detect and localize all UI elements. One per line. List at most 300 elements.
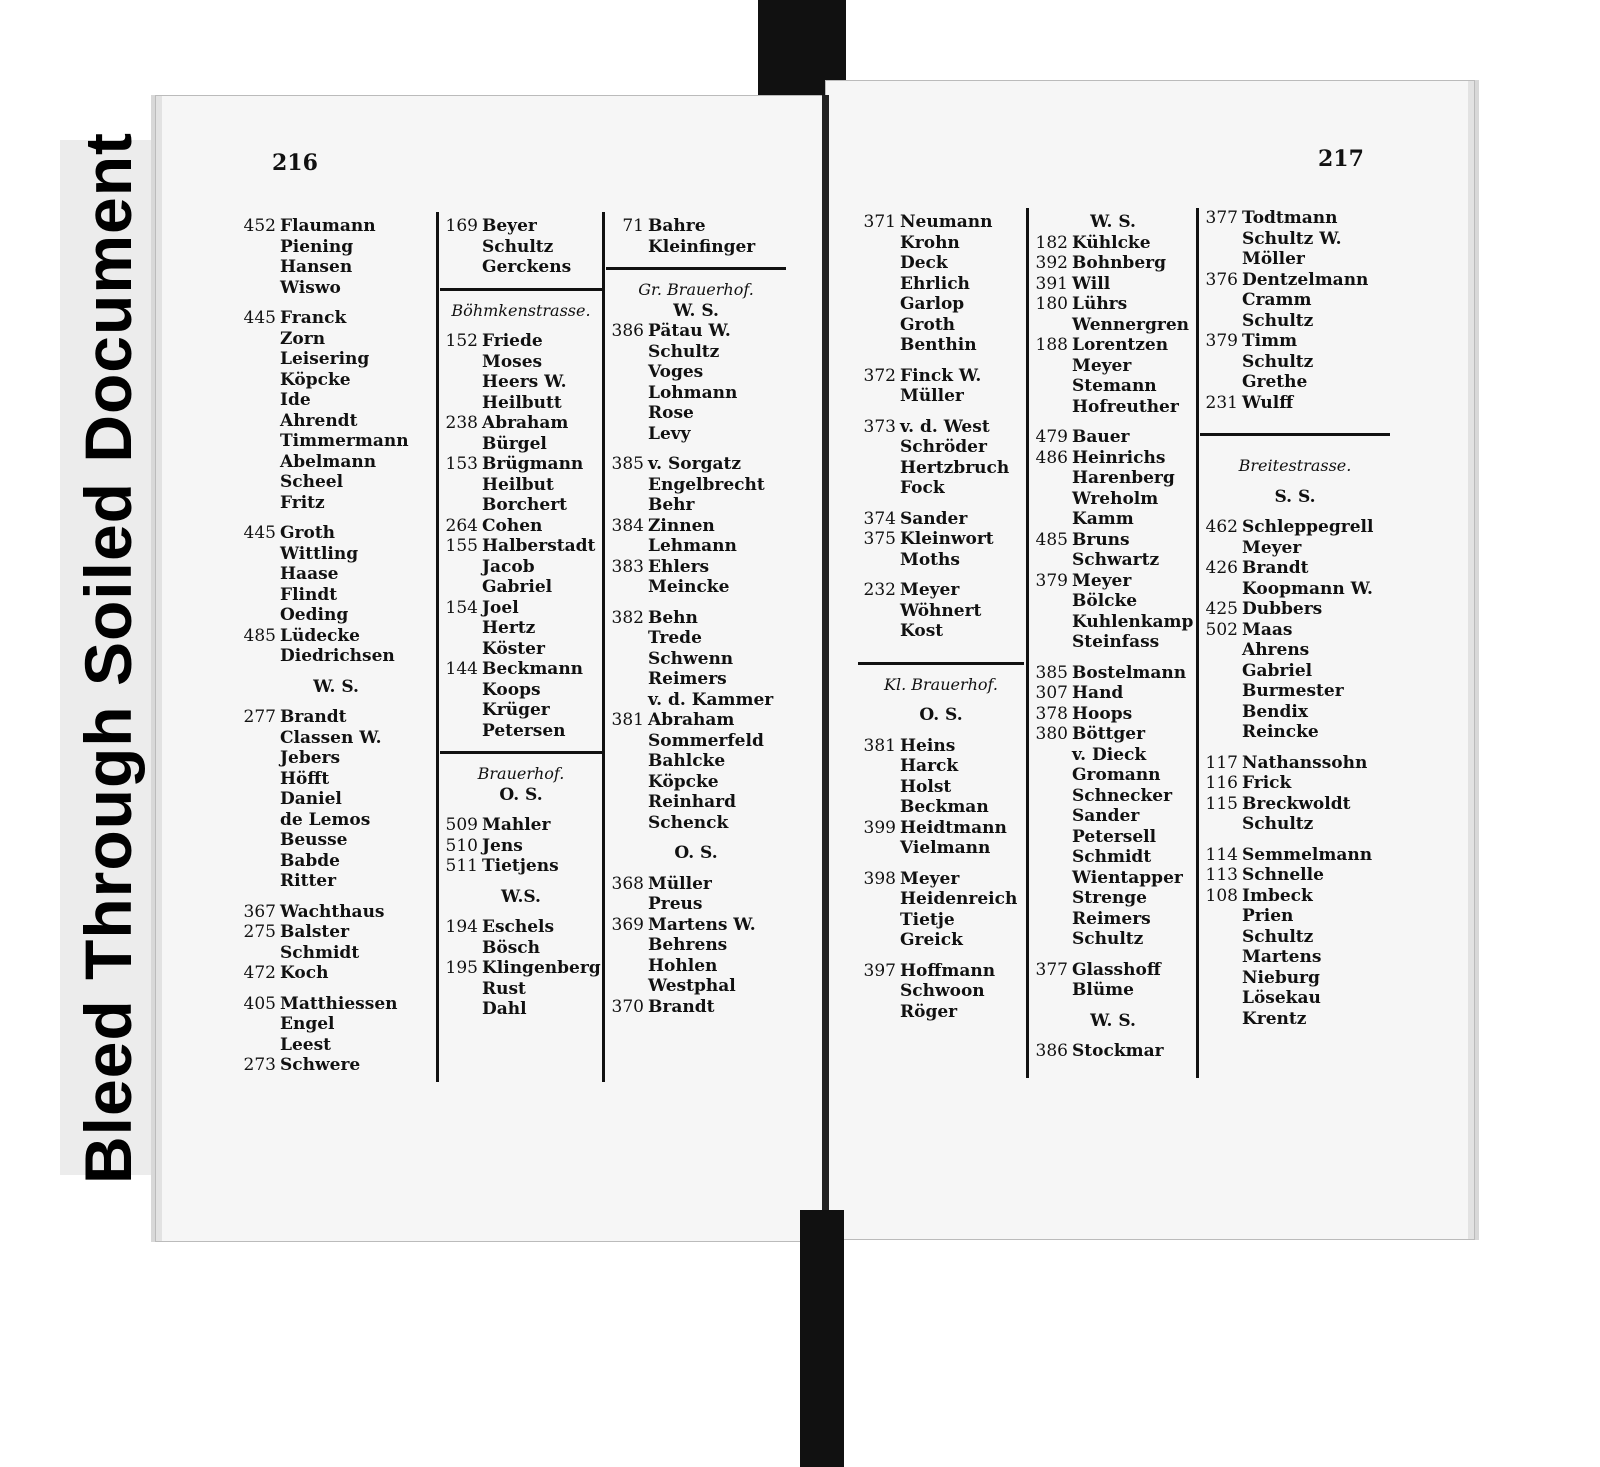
- resident-name: Wiswo: [280, 277, 341, 298]
- resident-name: Breckwoldt: [1242, 793, 1351, 814]
- spacer: [440, 291, 602, 301]
- resident-name: Babde: [280, 850, 340, 871]
- resident-name: Classen W.: [280, 727, 382, 748]
- resident-name: Brügmann: [482, 454, 584, 474]
- resident-list: [648, 216, 786, 257]
- resident-list: [280, 216, 434, 298]
- resident-name: Bösch: [482, 937, 540, 958]
- resident-name: Flaumann: [280, 216, 376, 236]
- resident-name: Schultz: [1242, 926, 1314, 947]
- resident-name: Greick: [900, 930, 963, 950]
- resident-name: Schmidt: [1072, 847, 1152, 867]
- resident-list: [900, 818, 1024, 859]
- resident-name: Westphal: [648, 976, 736, 996]
- resident-list: [1072, 704, 1196, 725]
- resident-name: Moths: [900, 549, 960, 570]
- resident-name: Diedrichsen: [280, 646, 395, 666]
- spacer: [1200, 835, 1390, 845]
- resident-name: Schwoon: [900, 981, 985, 1001]
- resident-name: Schultz: [1242, 814, 1314, 834]
- house-entry: [440, 598, 602, 660]
- resident-name: Beckman: [900, 797, 989, 817]
- resident-list: [482, 516, 602, 537]
- resident-name: Lehmann: [648, 536, 737, 556]
- resident-list: [648, 454, 786, 516]
- house-number: 379: [1205, 331, 1238, 351]
- resident-name: Bahre: [648, 216, 706, 236]
- resident-name: Meyer: [900, 580, 960, 600]
- resident-list: [280, 922, 434, 963]
- left-column-3: [606, 216, 786, 1017]
- resident-name: Hoffmann: [900, 960, 996, 981]
- resident-list: [648, 557, 786, 598]
- spacer: [440, 754, 602, 764]
- spacer: [238, 984, 434, 994]
- resident-list: [648, 915, 786, 997]
- resident-name: Holst: [900, 776, 952, 797]
- resident-name: Wittling: [280, 543, 359, 564]
- resident-name: Engelbrecht: [648, 474, 765, 495]
- resident-name: Krentz: [1242, 1008, 1307, 1029]
- house-entry: [1030, 724, 1196, 950]
- house-number: 374: [863, 508, 896, 529]
- house-number: 391: [1035, 273, 1068, 294]
- house-entry: [1030, 704, 1196, 725]
- resident-list: [482, 958, 602, 1020]
- resident-name: Klingenberg: [482, 958, 601, 978]
- resident-list: [280, 963, 434, 984]
- house-number: 386: [611, 321, 644, 341]
- spacer: [606, 444, 786, 454]
- resident-name: Wreholm: [1072, 488, 1159, 509]
- resident-list: [1242, 599, 1390, 620]
- resident-name: Kuhlenkamp: [1072, 611, 1194, 632]
- resident-name: Scheel: [280, 472, 344, 492]
- house-number: 369: [611, 914, 644, 935]
- resident-name: Lührs: [1072, 294, 1128, 314]
- resident-list: [1072, 530, 1196, 571]
- street-side-label: W. S.: [1090, 1010, 1136, 1031]
- resident-list: [1242, 331, 1390, 393]
- resident-name: Groth: [900, 314, 956, 335]
- house-number: 113: [1205, 865, 1238, 885]
- house-number: 264: [445, 515, 478, 536]
- spacer: [238, 298, 434, 308]
- resident-list: [1242, 886, 1390, 1030]
- column-divider: [436, 212, 439, 1082]
- resident-name: Schröder: [900, 437, 987, 457]
- spacer: [440, 805, 602, 815]
- resident-name: Beyer: [482, 216, 537, 236]
- spacer: [1030, 1031, 1196, 1041]
- resident-name: Matthiessen: [280, 993, 398, 1014]
- house-entry: [606, 557, 786, 598]
- house-entry: [606, 516, 786, 557]
- house-entry: [440, 836, 602, 857]
- house-number: 386: [1035, 1041, 1068, 1061]
- resident-list: [280, 626, 434, 667]
- house-number: 376: [1205, 269, 1238, 290]
- street-side-label: S. S.: [1274, 486, 1316, 507]
- house-number: 511: [445, 856, 478, 876]
- spacer: [606, 864, 786, 874]
- resident-name: Bendix: [1242, 701, 1309, 722]
- house-entry: [1030, 274, 1196, 295]
- resident-name: Glasshoff: [1072, 959, 1161, 980]
- resident-name: Gabriel: [482, 577, 553, 597]
- resident-name: Vielmann: [900, 838, 991, 858]
- spacer: [606, 257, 786, 267]
- resident-name: Jacob: [482, 556, 535, 577]
- resident-list: [1072, 683, 1196, 704]
- resident-name: Möller: [1242, 249, 1305, 269]
- resident-name: Heinrichs: [1072, 447, 1166, 468]
- resident-name: Petersell: [1072, 826, 1157, 847]
- street-side-label: O. S.: [674, 843, 718, 863]
- spacer: [1200, 413, 1390, 423]
- resident-list: [280, 523, 434, 626]
- house-entry: [440, 856, 602, 877]
- resident-name: Semmelmann: [1242, 844, 1373, 865]
- resident-name: Schultz: [482, 236, 554, 257]
- resident-name: Wachthaus: [280, 901, 385, 922]
- house-number: 385: [1035, 662, 1068, 683]
- resident-name: Neumann: [900, 212, 993, 232]
- resident-name: Engel: [280, 1014, 335, 1034]
- house-number: 426: [1205, 558, 1238, 578]
- resident-list: [1072, 335, 1196, 417]
- resident-list: [1242, 753, 1390, 774]
- house-entry: [858, 736, 1024, 818]
- house-entry: [440, 516, 602, 537]
- house-entry: [238, 216, 434, 298]
- house-entry: [1200, 270, 1390, 332]
- street-heading: Böhmkenstrasse.: [451, 300, 591, 320]
- resident-list: [648, 710, 786, 833]
- resident-name: Hertzbruch: [900, 457, 1010, 478]
- resident-list: [1072, 294, 1196, 335]
- resident-name: Rust: [482, 978, 526, 999]
- resident-list: [900, 509, 1024, 530]
- house-entry: [1030, 448, 1196, 530]
- spacer: [858, 652, 1024, 662]
- house-number: 382: [611, 607, 644, 628]
- resident-name: Pätau W.: [648, 321, 731, 341]
- resident-name: Ritter: [280, 871, 337, 891]
- spacer: [858, 695, 1024, 705]
- resident-name: Maas: [1242, 619, 1293, 640]
- resident-name: Röger: [900, 1001, 958, 1022]
- resident-name: Hertz: [482, 618, 536, 638]
- resident-list: [900, 417, 1024, 499]
- resident-name: Daniel: [280, 789, 342, 809]
- spacer: [1200, 423, 1390, 433]
- house-number: 152: [445, 331, 478, 351]
- house-entry: [238, 626, 434, 667]
- resident-list: [1072, 427, 1196, 448]
- resident-list: [1072, 960, 1196, 1001]
- resident-list: [280, 994, 434, 1056]
- resident-list: [900, 736, 1024, 818]
- house-entry: [606, 216, 786, 257]
- left-page-number: 216: [272, 150, 318, 176]
- resident-name: Garlop: [900, 294, 965, 314]
- house-number: 509: [445, 815, 478, 835]
- spacer: [238, 513, 434, 523]
- spacer: [238, 697, 434, 707]
- house-entry: [858, 818, 1024, 859]
- resident-name: Todtmann: [1242, 208, 1338, 228]
- right-column-1: [858, 212, 1024, 1022]
- house-entry: [858, 509, 1024, 530]
- resident-name: Rose: [648, 403, 694, 423]
- house-number: 384: [611, 515, 644, 536]
- resident-name: v. Sorgatz: [648, 454, 741, 474]
- resident-list: [1072, 663, 1196, 684]
- house-entry: [1030, 335, 1196, 417]
- house-entry: [1200, 620, 1390, 743]
- house-entry: [1200, 794, 1390, 835]
- house-number: 307: [1035, 683, 1068, 703]
- resident-name: Balster: [280, 922, 350, 942]
- house-entry: [440, 331, 602, 413]
- house-entry: [238, 963, 434, 984]
- house-entry: [606, 454, 786, 516]
- resident-name: Lüdecke: [280, 625, 360, 646]
- resident-name: Schultz: [1072, 929, 1144, 949]
- resident-list: [900, 366, 1024, 407]
- resident-name: Imbeck: [1242, 885, 1313, 906]
- resident-name: Flindt: [280, 584, 338, 605]
- resident-name: Friede: [482, 331, 543, 351]
- resident-name: Grethe: [1242, 372, 1308, 392]
- bookmark-ribbon-bottom: [800, 1210, 844, 1467]
- resident-list: [648, 516, 786, 557]
- spacer: [440, 321, 602, 331]
- resident-name: Bahlcke: [648, 751, 726, 771]
- resident-list: [280, 902, 434, 923]
- resident-name: Bostelmann: [1072, 662, 1187, 683]
- resident-name: Fock: [900, 478, 945, 498]
- house-number: 452: [243, 216, 276, 236]
- resident-list: [482, 331, 602, 413]
- resident-name: Nathanssohn: [1242, 752, 1368, 773]
- house-number: 368: [611, 873, 644, 894]
- resident-name: Wöhnert: [900, 600, 982, 621]
- house-entry: [238, 707, 434, 892]
- resident-name: Steinfass: [1072, 632, 1160, 652]
- resident-name: v. d. Kammer: [648, 689, 774, 710]
- house-number: 472: [243, 963, 276, 983]
- house-number: 194: [445, 917, 478, 937]
- house-number: 169: [445, 216, 478, 236]
- house-number: 71: [622, 216, 644, 236]
- resident-name: Heers W.: [482, 372, 567, 392]
- resident-name: Eschels: [482, 917, 555, 937]
- house-entry: [238, 994, 434, 1056]
- resident-list: [1242, 270, 1390, 332]
- resident-name: Reincke: [1242, 722, 1319, 742]
- house-entry: [440, 216, 602, 278]
- resident-name: Brandt: [280, 707, 347, 727]
- house-number: 115: [1205, 793, 1238, 814]
- spacer: [440, 278, 602, 288]
- house-entry: [1200, 517, 1390, 558]
- resident-name: Haase: [280, 564, 339, 584]
- street-side-label: O. S.: [499, 784, 543, 805]
- book-gutter: [822, 95, 829, 1243]
- resident-name: Tietje: [900, 909, 955, 930]
- house-entry: [858, 961, 1024, 1023]
- resident-name: Hohlen: [648, 955, 718, 976]
- right-column-2: [1030, 212, 1196, 1062]
- house-entry: [606, 608, 786, 711]
- house-number: 486: [1035, 447, 1068, 468]
- house-entry: [1030, 571, 1196, 653]
- resident-name: Müller: [648, 873, 712, 894]
- house-number: 371: [863, 212, 896, 232]
- house-number: 392: [1035, 253, 1068, 273]
- street-side-label: W.S.: [501, 886, 541, 907]
- resident-name: Abraham: [482, 413, 569, 433]
- resident-name: Halberstadt: [482, 536, 596, 556]
- house-number: 385: [611, 454, 644, 474]
- resident-name: Lohmann: [648, 382, 738, 403]
- house-number: 182: [1035, 232, 1068, 253]
- resident-name: Heidenreich: [900, 889, 1018, 909]
- spacer: [858, 859, 1024, 869]
- house-number: 397: [863, 960, 896, 981]
- house-number: 510: [445, 835, 478, 856]
- resident-list: [1072, 233, 1196, 254]
- resident-list: [1072, 1041, 1196, 1062]
- house-number: 502: [1205, 619, 1238, 640]
- house-number: 479: [1035, 427, 1068, 447]
- resident-name: Bruns: [1072, 529, 1130, 550]
- resident-list: [1072, 724, 1196, 950]
- house-entry: [858, 529, 1024, 570]
- house-entry: [1200, 599, 1390, 620]
- resident-list: [1242, 865, 1390, 886]
- resident-name: Ehlers: [648, 556, 710, 577]
- street-side-label: W. S.: [673, 300, 719, 321]
- resident-name: Borchert: [482, 495, 567, 515]
- spacer: [858, 499, 1024, 509]
- resident-list: [482, 836, 602, 857]
- resident-name: Schmidt: [280, 942, 360, 963]
- street-side-label: W. S.: [313, 676, 359, 697]
- resident-list: [648, 997, 786, 1018]
- resident-name: Krüger: [482, 700, 550, 720]
- spacer: [606, 270, 786, 280]
- house-number: 378: [1035, 703, 1068, 724]
- house-entry: [1030, 960, 1196, 1001]
- resident-name: Wientapper: [1072, 867, 1183, 888]
- house-entry: [1030, 233, 1196, 254]
- resident-name: Reinhard: [648, 792, 736, 812]
- resident-list: [1242, 517, 1390, 558]
- resident-name: Timmermann: [280, 431, 409, 451]
- spacer: [1200, 446, 1390, 456]
- resident-list: [1072, 253, 1196, 274]
- resident-name: Deck: [900, 253, 948, 273]
- resident-name: Kühlcke: [1072, 232, 1151, 253]
- house-entry: [858, 366, 1024, 407]
- resident-name: Hofreuther: [1072, 396, 1179, 417]
- house-number: 399: [863, 817, 896, 838]
- house-entry: [238, 902, 434, 923]
- spacer: [858, 951, 1024, 961]
- resident-list: [482, 917, 602, 958]
- resident-name: Beckmann: [482, 659, 584, 679]
- house-entry: [1200, 208, 1390, 270]
- house-number: 188: [1035, 335, 1068, 355]
- resident-list: [482, 216, 602, 278]
- house-entry: [440, 958, 602, 1020]
- resident-name: Koch: [280, 963, 329, 983]
- resident-name: Jebers: [280, 748, 341, 768]
- spacer: [1200, 477, 1390, 487]
- resident-name: Koopmann W.: [1242, 578, 1373, 599]
- house-number: 367: [243, 901, 276, 922]
- resident-name: Bölcke: [1072, 591, 1138, 611]
- house-number: 275: [243, 922, 276, 942]
- resident-name: Mahler: [482, 815, 551, 835]
- resident-list: [900, 580, 1024, 642]
- spacer: [606, 598, 786, 608]
- resident-name: Trede: [648, 628, 702, 648]
- resident-name: Kleinfinger: [648, 236, 756, 257]
- resident-name: Ehrlich: [900, 273, 970, 294]
- house-entry: [440, 659, 602, 741]
- resident-name: Nieburg: [1242, 967, 1320, 988]
- resident-name: Schenck: [648, 812, 729, 833]
- resident-name: Meyer: [1072, 355, 1132, 376]
- house-entry: [440, 454, 602, 516]
- resident-list: [482, 454, 602, 516]
- resident-name: Dubbers: [1242, 599, 1323, 619]
- resident-name: Müller: [900, 386, 964, 406]
- resident-name: Harck: [900, 756, 959, 776]
- resident-list: [280, 308, 434, 513]
- house-number: 114: [1205, 844, 1238, 865]
- resident-name: Levy: [648, 423, 691, 444]
- spacer: [1030, 1001, 1196, 1011]
- resident-name: Groth: [280, 523, 336, 543]
- spacer: [440, 741, 602, 751]
- resident-name: Behr: [648, 495, 695, 515]
- house-entry: [238, 922, 434, 963]
- house-entry: [858, 417, 1024, 499]
- house-number: 144: [445, 659, 478, 679]
- house-number: 485: [1035, 529, 1068, 550]
- resident-name: Tietjens: [482, 856, 559, 876]
- street-heading: Brauerhof.: [477, 764, 565, 783]
- house-number: 231: [1205, 392, 1238, 413]
- house-number: 155: [445, 536, 478, 556]
- resident-name: Benthin: [900, 335, 977, 355]
- house-number: 425: [1205, 599, 1238, 619]
- resident-name: Timm: [1242, 331, 1298, 351]
- resident-list: [1242, 558, 1390, 599]
- right-page-number: 217: [1318, 146, 1364, 172]
- house-number: 117: [1205, 752, 1238, 773]
- house-entry: [440, 917, 602, 958]
- house-entry: [1200, 886, 1390, 1030]
- house-entry: [440, 536, 602, 598]
- resident-name: Schnelle: [1242, 865, 1324, 885]
- house-entry: [1030, 663, 1196, 684]
